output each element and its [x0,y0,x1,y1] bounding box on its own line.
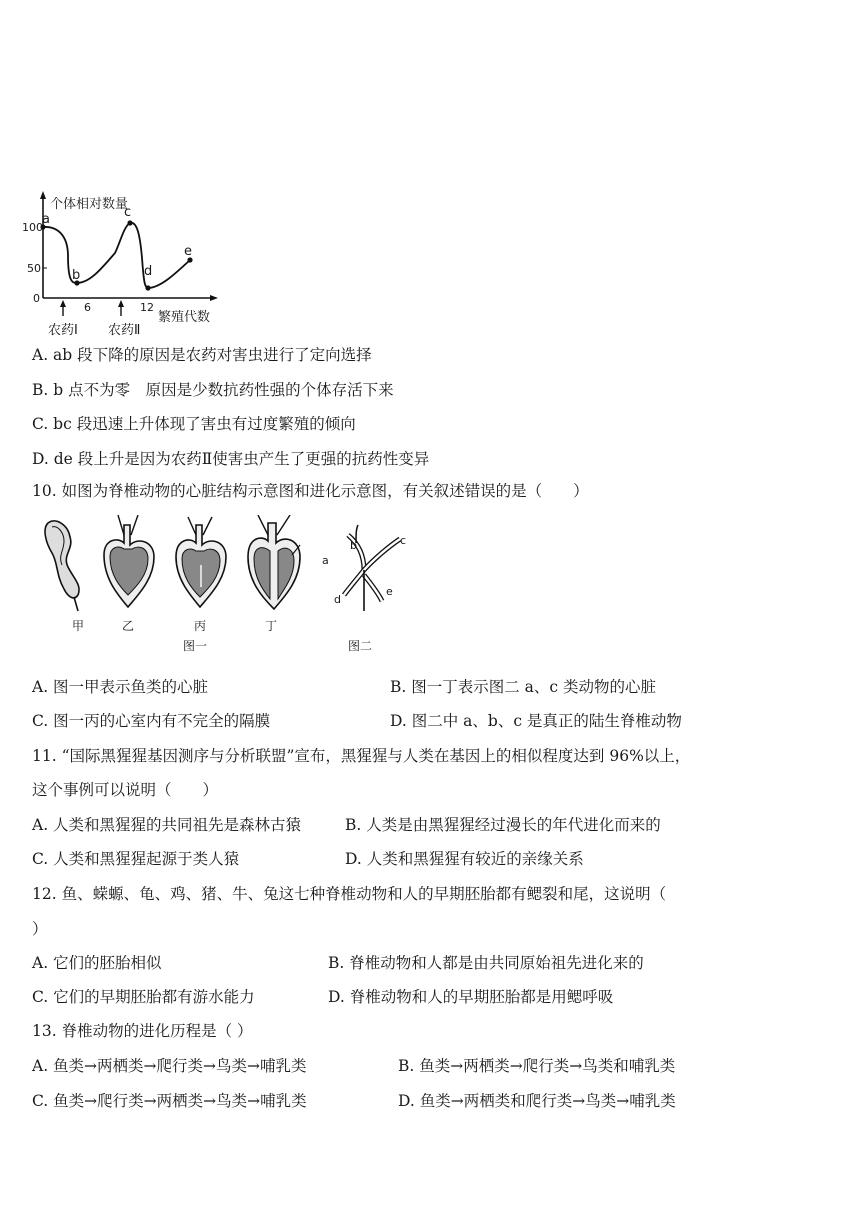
q10-option-a: A. 图一甲表示鱼类的心脏 [32,678,209,696]
fig2-label-a: a [322,554,329,567]
fig2-label-c: c [400,534,407,547]
q13-option-d: D. 鱼类→两栖类和爬行类→鸟类→哺乳类 [398,1092,676,1110]
fig1-label-bing: 丙 [194,619,207,633]
y-tick-50: 50 [27,262,41,275]
pesticide-2-label: 农药Ⅱ [108,323,141,338]
fig2-label-d: d [334,593,341,606]
x-axis-label: 繁殖代数 [158,310,211,325]
fig1-label-yi: 乙 [122,619,135,633]
q11-stem-line2: 这个事例可以说明（ ） [32,781,219,799]
q11-option-b: B. 人类是由黑猩猩经过漫长的年代进化而来的 [345,816,661,834]
q10-option-d: D. 图二中 a、b、c 是真正的陆生脊椎动物 [390,712,682,730]
heart-diagrams [38,515,418,615]
point-b: b [72,268,81,283]
q12-stem-line2: ） [32,920,48,938]
y-axis-label: 个体相对数量 [50,197,129,212]
q12-option-c: C. 它们的早期胚胎都有游水能力 [32,988,255,1006]
point-c: c [124,205,132,220]
point-e: e [184,244,192,259]
q12-stem-line1: 12. 鱼、蝾螈、龟、鸡、猪、牛、兔这七种脊椎动物和人的早期胚胎都有鳃裂和尾，这说明（ [32,885,667,903]
q9-option-c: C. bc 段迅速上升体现了害虫有过度繁殖的倾向 [32,415,356,433]
q11-option-c: C. 人类和黑猩猩起源于类人猿 [32,850,240,868]
q12-option-b: B. 脊椎动物和人都是由共同原始祖先进化来的 [328,954,644,972]
point-a: a [42,212,50,227]
q9-option-b: B. b 点不为零 原因是少数抗药性强的个体存活下来 [32,381,394,399]
q12-option-d: D. 脊椎动物和人的早期胚胎都是用鳃呼吸 [328,988,614,1006]
q11-option-a: A. 人类和黑猩猩的共同祖先是森林古猿 [32,816,302,834]
q12-option-a: A. 它们的胚胎相似 [32,954,162,972]
q10-option-b: B. 图一丁表示图二 a、c 类动物的心脏 [390,678,657,696]
y-tick-0: 0 [33,292,40,305]
q10-stem: 10. 如图为脊椎动物的心脏结构示意图和进化示意图，有关叙述错误的是（ ） [32,482,589,500]
q10-option-c: C. 图一丙的心室内有不完全的隔膜 [32,712,271,730]
q13-option-b: B. 鱼类→两栖类→爬行类→鸟类和哺乳类 [398,1057,676,1075]
fig1-label-jia: 甲 [72,619,85,633]
x-tick-6: 6 [84,301,91,314]
q9-option-d: D. de 段上升是因为农药Ⅱ使害虫产生了更强的抗药性变异 [32,450,430,468]
q9-option-a: A. ab 段下降的原因是农药对害虫进行了定向选择 [32,346,372,364]
q11-option-d: D. 人类和黑猩猩有较近的亲缘关系 [345,850,584,868]
y-tick-100: 100 [22,221,43,234]
fig2-label-e: e [386,585,393,598]
q13-option-a: A. 鱼类→两栖类→爬行类→鸟类→哺乳类 [32,1057,307,1075]
fig1-caption: 图一 [183,639,208,653]
q13-stem: 13. 脊椎动物的进化历程是（ ） [32,1022,253,1040]
x-tick-12: 12 [140,301,154,314]
fig2-caption: 图二 [348,639,373,653]
fig2-label-b: b [350,539,357,552]
fig1-label-ding: 丁 [265,619,278,633]
point-d: d [144,264,153,279]
q13-option-c: C. 鱼类→爬行类→两栖类→鸟类→哺乳类 [32,1092,307,1110]
pesticide-1-label: 农药Ⅰ [48,323,78,338]
q11-stem-line1: 11. “国际黑猩猩基因测序与分析联盟”宣布，黑猩猩与人类在基因上的相似程度达到 96%以上， [32,747,691,765]
